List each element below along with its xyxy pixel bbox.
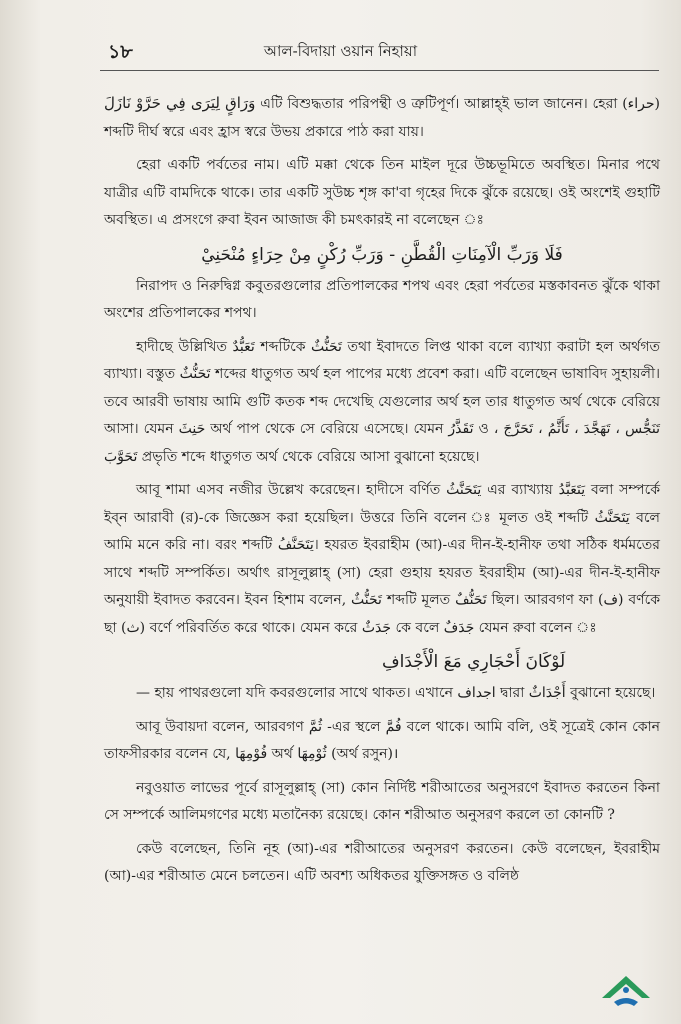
arabic-verse-2: لَوْكَانَ أَحْجَارِي مَعَ الْأَجْدَافِ <box>382 652 566 672</box>
page-number: ১৮ <box>108 41 133 63</box>
publisher-logo-icon <box>598 968 654 1012</box>
arabic-verse: فَلَا وَرَبِّ الْآمِنَاتِ الْقُطَّنِ - وَرَبِّ رُكْنٍ مِنْ حِرَاءٍ مُنْحَنِيْ <box>201 244 563 265</box>
paragraph-9: কেউ বলেছেন, তিনি নূহ (আ)-এর শরীআতের অনুসরণ করতেন। কেউ বলেছেন, ইবরাহীম (আ)-এর শরীআত মেনে চলতেন। এটি অবশ্য অধিকতর যুক্তিসঙ্গত ও বলিষ্ঠ <box>104 840 660 884</box>
paragraph-text: এটি বিশুদ্ধতার পরিপন্থী ও ত্রুটিপূর্ণ। আল্লাহ্ই ভাল জানেন। হেরা (حراء) শব্দটি দীর্ঘ স্বরে এবং হ্রাস স্বরে উভয় প্রকারে পাঠ করা যায়। <box>104 96 660 140</box>
header-rule <box>100 70 659 71</box>
paragraph-8: নবুওয়াত লাভের পূর্বে রাসূলুল্লাহ্ (সা) কোন নির্দিষ্ট শরীআতের অনুসরণে ইবাদত করতেন কিনা সে সম্পর্কে আলিমগণের মধ্যে মতানৈক্য রয়েছে। কোন শরীআত অনুসরণ করলে তা কোনটি ? <box>104 779 660 823</box>
body-text <box>104 90 660 897</box>
logo-base <box>614 998 638 1006</box>
paragraph-4: হাদীছে উল্লিখিত تَعَبُّدٌ শব্দটিকে تَحَنُّثٌ তথা ইবাদতে লিপ্ত থাকা বলে ব্যাখ্যা করাটা হল অর্থগত ব্যাখ্যা। বস্তুত تَحَنُّثٌ শব্দের ধাতুগত অর্থ হল পাপের মধ্যে প্রবেশ করা। এটি বলেছেন ভাষাবিদ সুহায়লী। তবে আরবী ভাষায় আমি গুটি কতক শব্দ দেখেছি যেগুলোর অর্থ হল তার ধাতুগত অর্থ থেকে বেরিয়ে আসা। যেমন حَنِثَ অর্থ পাপ থেকে সে বেরিয়ে এসেছে। যেমন تَقَذَّرُ ও تَنَجُّس ، تَهَجَّدَ ، تَأَثَّمُ ، تَحَرَّجَ ، تَحَوَّبَ প্রভৃতি শব্দে ধাতুগত অর্থ থেকে বেরিয়ে আসা বুঝানো হয়েছে। <box>104 338 660 465</box>
paragraph-7: আবূ উবায়দা বলেন, আরবগণ ثُمَّ -এর স্থলে فُمَّ বলে থাকে। আমি বলি, ওই সূত্রেই কোন কোন তাফসীরকার বলেন যে, فُوْمِهَا অর্থ ثُوْمِهَا (অর্থ রসুন)। <box>104 718 660 762</box>
running-title: আল-বিদায়া ওয়ান নিহায়া <box>263 42 418 60</box>
paragraph-6: — হায় পাথরগুলো যদি কবরগুলোর সাথে থাকত। এখানে اجداف দ্বারা أَجْدَاثٌ বুঝানো হয়েছে। <box>136 685 656 701</box>
paragraph-2: হেরা একটি পর্বতের নাম। এটি মক্কা থেকে তিন মাইল দূরে উচ্চভূমিতে অবস্থিত। মিনার পথে যাত্রীর এটি বামদিকে থাকে। তার একটি সুউচ্চ শৃঙ্গ কা'বা গৃহের দিকে ঝুঁকে রয়েছে। ওই অংশেই গুহাটি অবস্থিত। এ প্রসংগে রুবা ইবন আজাজ কী চমৎকারই না বলেছেন ঃ <box>104 157 660 228</box>
paragraph-5: আবূ শামা এসব নজীর উল্লেখ করেছেন। হাদীসে বর্ণিত يَتَحَنَّثُ এর ব্যাখ্যায় يَتَعَبَّدُ বলা সম্পর্কে ইব্ন আরাবী (র)-কে জিজ্ঞেস করা হয়েছিল। উত্তরে তিনি বলেন ঃ মূলত ওই শব্দটি يَتَحَنَّثُ বলে আমি মনে করি না। বরং শব্দটি يَتَحَنَّفُ। হযরত ইবরাহীম (আ)-এর দীন-ই-হানীফ তথা সঠিক ধর্মমতের সাথে শব্দটি সম্পর্কিত। অর্থাৎ রাসূলুল্লাহ্ (সা) হেরা গুহায় হযরত ইবরাহীম (আ)-এর দীন-ই-হানীফ অনুযায়ী ইবাদত করবেন। ইবন হিশাম বলেন, تَحَنُّثٌ শব্দটি মূলত تَحَنُّفٌ ছিল। আরবগণ ফা (ف) বর্ণকে ছা (ث) বর্ণে পরিবর্তিত করে থাকে। যেমন করে جَدَثٌ কে বলে جَدَفٌ যেমন রুবা বলেন ঃ <box>104 482 660 636</box>
page-header <box>0 30 681 70</box>
paragraph-1 <box>104 90 660 146</box>
paragraph-3: নিরাপদ ও নিরুদ্বিগ্ন কবুতরগুলোর প্রতিপালকের শপথ এবং হেরা পর্বতের মস্তকাবনত ঝুঁকে থাকা অংশের প্রতিপালকের শপথ। <box>104 277 660 321</box>
arabic-phrase: وَرَاقٍ لِيَرَى فِي حَرَّوْ نَازَلَ <box>104 94 256 112</box>
logo-dot <box>623 987 629 993</box>
